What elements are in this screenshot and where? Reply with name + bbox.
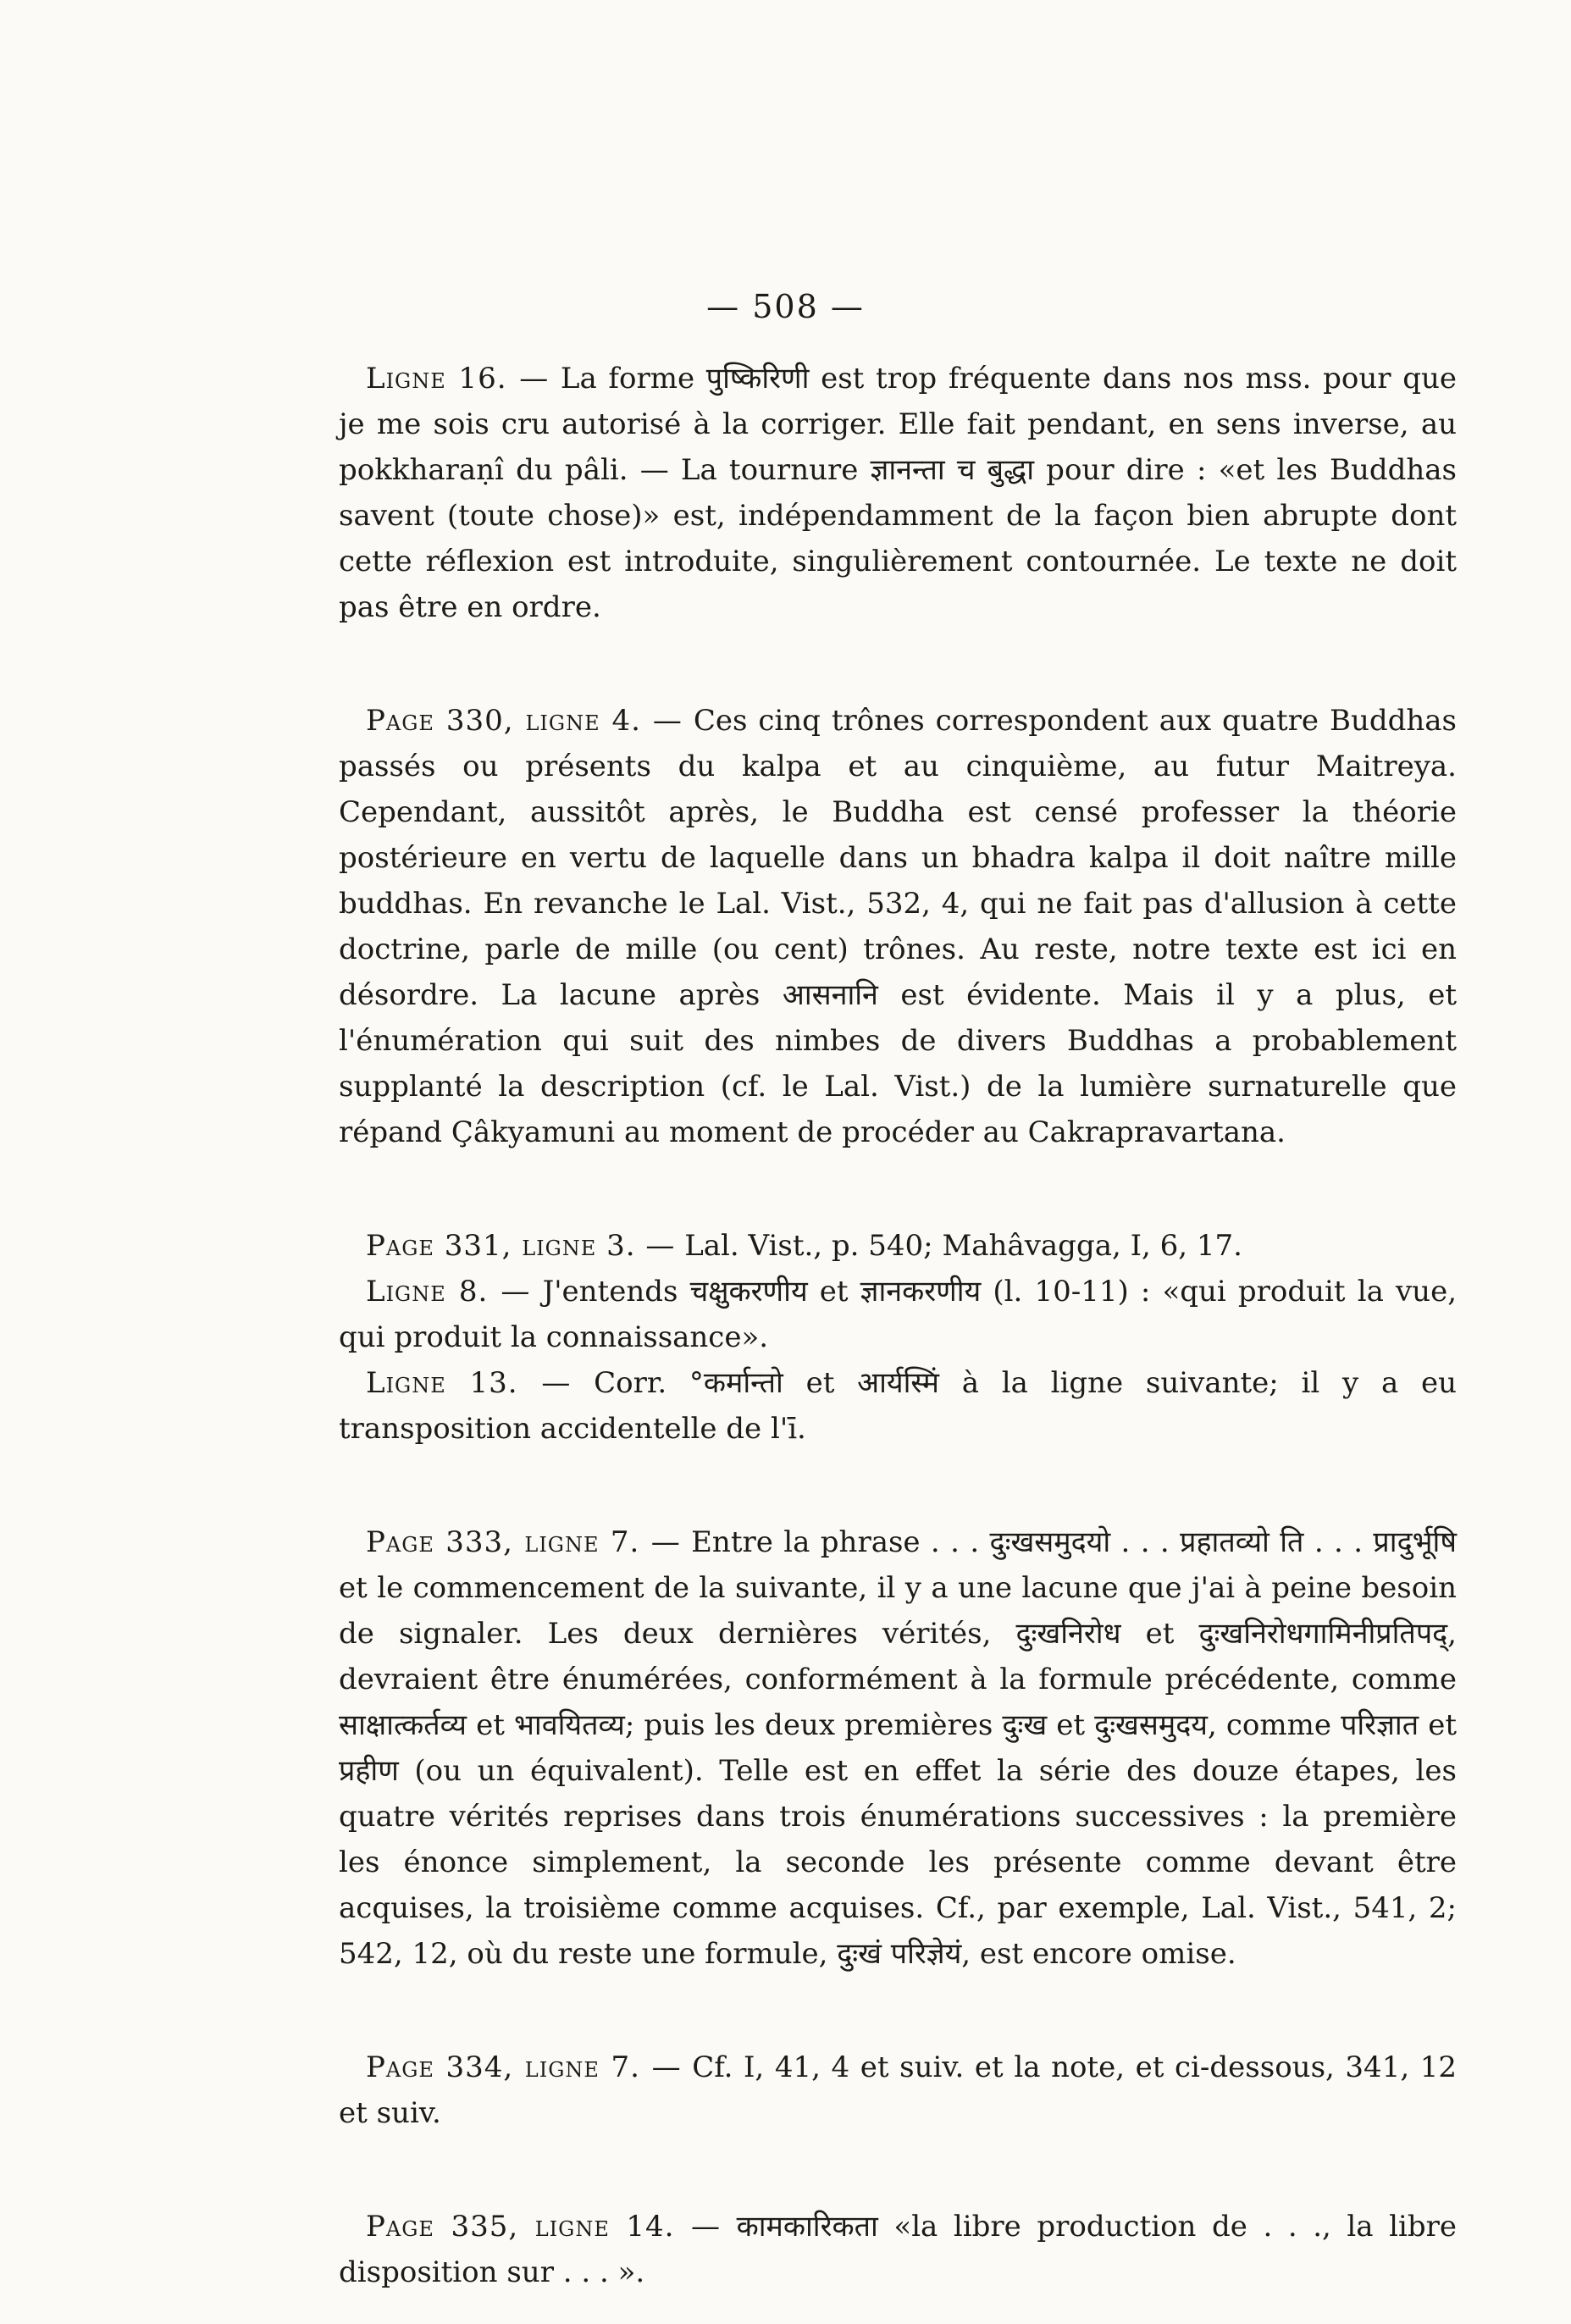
entry-label: Page 335, ligne 14. — — [366, 2210, 722, 2244]
note-entry — [339, 1269, 1457, 1360]
entry-label: Page 333, ligne 7. — — [366, 1525, 681, 1559]
entry-text: Ces cinq trônes correspondent aux quatre Buddhas passés ou présents du kalpa et au cinquième, au futur Maitreya. Cependant, aussitôt après, le Buddha est censé professer la théorie postérieure en vertu de laquelle dans un bhadra kalpa il doit naître mille buddhas. En revanche le Lal. Vist., 532, 4, qui ne fait pas d'allusion à cette doctrine, parle de mille (ou cent) trônes. Au reste, notre texte est ici en désordre. La lacune après आसनानि est évidente. Mais il y a plus, et l'énumération qui suit des nimbes de divers Buddhas a probablement supplanté la description (cf. le Lal. Vist.) de la lumière surnaturelle que répand Çâkyamuni au moment de procéder au Cakrapravartana. — [339, 704, 1457, 1149]
page-number: — 508 — — [706, 288, 865, 325]
entry-text: Corr. °कर्मान्तो et आर्यस्मिं à la ligne suivante; il y a eu transposition accidentelle de l'ī. — [339, 1366, 1458, 1446]
note-entry — [339, 1519, 1457, 1977]
entry-text: Lal. Vist., p. 540; Mahâvagga, I, 6, 17. — [684, 1229, 1242, 1263]
entry-label: Ligne 16. — — [366, 362, 550, 396]
entry-text: Entre la phrase . . . दुःखसमुदयो . . . प्रहातव्यो ति . . . प्रादुर्भूषि et le commencement de la suivante, il y a une lacune que j'ai à peine besoin de signaler. Les deux dernières vérités, दुःखनिरोध et दुःखनिरोधगामिनीप्रतिपद्, devraient être énumérées, conformément à la formule précédente, comme साक्षात्कर्तव्य et भावयितव्य; puis les deux premières दुःख et दुःखसमुदय, comme परिज्ञात et प्रहीण (ou un équivalent). Telle est en effet la série des douze étapes, les quatre vérités reprises dans trois énumérations successives : la première les énonce simplement, la seconde les présente comme devant être acquises, la troisième comme acquises. Cf., par exemple, Lal. Vist., 541, 2; 542, 12, où du reste une formule, दुःखं परिज्ञेयं, est encore omise. — [339, 1525, 1457, 1971]
entry-label: Ligne 8. — — [366, 1275, 531, 1309]
note-entry — [339, 1223, 1457, 1269]
note-entry — [339, 2045, 1457, 2136]
entry-text: Cf. I, 41, 4 et suiv. et la note, et ci-dessous, 341, 12 et suiv. — [339, 2050, 1457, 2130]
entry-label: Page 330, ligne 4. — — [366, 704, 683, 738]
entry-label: Page 334, ligne 7. — — [366, 2050, 682, 2084]
entry-text: कामकारिकता «la libre production de . . ., la libre disposition sur . . . ». — [339, 2210, 1458, 2289]
note-entry — [339, 698, 1457, 1155]
entry-text: J'entends चक्षुकरणीय et ज्ञानकरणीय (l. 10-11) : «qui produit la vue, qui produit la connaissance». — [339, 1275, 1457, 1354]
notes-body — [339, 356, 1457, 2295]
note-entry — [339, 1360, 1457, 1452]
entry-label: Page 331, ligne 3. — — [366, 1229, 676, 1263]
note-entry — [339, 2204, 1457, 2295]
entry-label: Ligne 13. — — [366, 1366, 572, 1400]
note-entry — [339, 356, 1457, 630]
entry-text: La forme पुष्किरिणी est trop fréquente dans nos mss. pour que je me sois cru autorisé à la corriger. Elle fait pendant, en sens inverse, au pokkharaṇî du pâli. — La tournure ज्ञानन्ता च बुद्धा pour dire : «et les Buddhas savent (toute chose)» est, indépendamment de la façon bien abrupte dont cette réflexion est introduite, singulièrement contournée. Le texte ne doit pas être en ordre. — [339, 362, 1458, 624]
